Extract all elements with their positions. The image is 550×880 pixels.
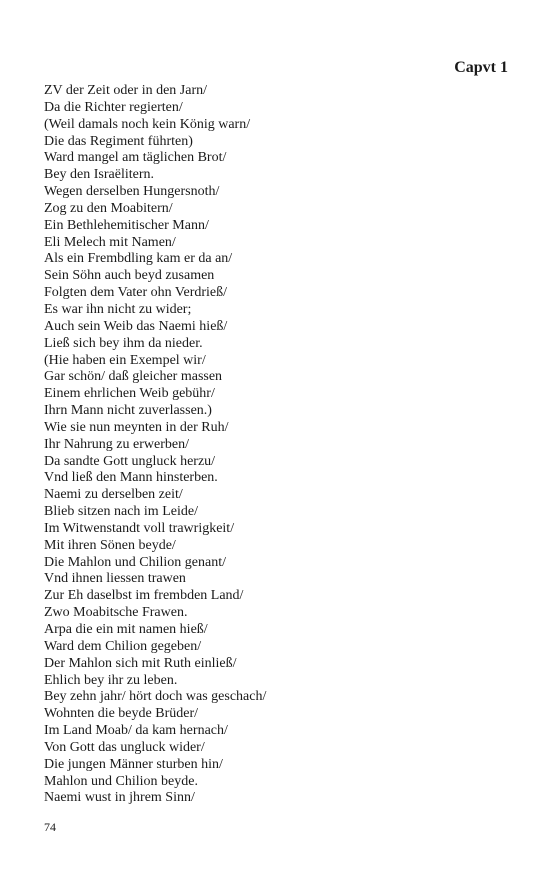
- verse-line: Der Mahlon sich mit Ruth einließ/: [44, 655, 237, 671]
- verse-line: Mahlon und Chilion beyde.: [44, 773, 198, 789]
- verse-line: Ihr Nahrung zu erwerben/: [44, 436, 189, 452]
- verse-line: Mit ihren Sönen beyde/: [44, 537, 176, 553]
- verse-line: Gar schön/ daß gleicher massen: [44, 369, 223, 385]
- verse-line: Bey zehn jahr/ hört doch was geschach/: [44, 689, 267, 705]
- verse-line: Sein Söhn auch beyd zusamen: [44, 268, 215, 284]
- verse-line: ZV der Zeit oder in den Jarn/: [44, 83, 208, 98]
- verse-line: Zog zu den Moabitern/: [44, 200, 173, 216]
- verse-line: Als ein Frembdling kam er da an/: [44, 251, 233, 267]
- verse-line: Wegen derselben Hungersnoth/: [44, 184, 220, 200]
- verse-line: Vnd ließ den Mann hinsterben.: [44, 470, 218, 486]
- verse-line: Ward dem Chilion gegeben/: [44, 638, 202, 654]
- verse-line: Bey den Israëlitern.: [44, 167, 155, 183]
- verse-line: Auch sein Weib das Naemi hieß/: [44, 318, 228, 334]
- verse-line: Die jungen Männer sturben hin/: [44, 756, 223, 772]
- verse-line: Da die Richter regierten/: [44, 99, 183, 115]
- page-number: 74: [44, 820, 56, 834]
- verse-line: Von Gott das ungluck wider/: [44, 739, 205, 755]
- verse-line: Ehlich bey ihr zu leben.: [44, 672, 178, 688]
- verse-line: Eli Melech mit Namen/: [44, 234, 176, 250]
- verse-line: Naemi zu derselben zeit/: [44, 487, 183, 503]
- verse-line: Zwo Moabitsche Frawen.: [44, 605, 188, 621]
- verse-line: Arpa die ein mit namen hieß/: [44, 622, 208, 637]
- verse-line: Blieb sitzen nach im Leide/: [44, 504, 198, 520]
- verse-line: Da sandte Gott ungluck herzu/: [44, 453, 216, 469]
- verse-line: Wie sie nun meynten in der Ruh/: [44, 419, 229, 435]
- verse-line: Ließ sich bey ihm da nieder.: [44, 335, 203, 351]
- verse-line: Naemi wust in jhrem Sinn/: [44, 790, 195, 806]
- verse-line: Im Land Moab/ da kam hernach/: [44, 723, 228, 739]
- verse-line: (Weil damals noch kein König warn/: [44, 116, 251, 132]
- verse-line: Zur Eh daselbst im frembden Land/: [44, 588, 244, 604]
- verse-text: [44, 83, 484, 807]
- verse-line: Die das Regiment führten): [44, 133, 193, 149]
- verse-line: Ihrn Mann nicht zuverlassen.): [44, 403, 212, 419]
- verse-line: Im Witwenstandt voll trawrigkeit/: [44, 520, 235, 536]
- chapter-title: Capvt 1: [454, 59, 508, 76]
- verse-line: Es war ihn nicht zu wider;: [44, 301, 192, 317]
- verse-line: Einem ehrlichen Weib gebühr/: [44, 386, 215, 402]
- verse-line: Ein Bethlehemitischer Mann/: [44, 217, 209, 233]
- verse-line: Vnd ihnen liessen trawen: [44, 571, 186, 587]
- verse-line: Wohnten die beyde Brüder/: [44, 706, 198, 722]
- verse-line: Die Mahlon und Chilion genant/: [44, 554, 226, 570]
- verse-line: (Hie haben ein Exempel wir/: [44, 352, 206, 368]
- verse-line: Folgten dem Vater ohn Verdrieß/: [44, 285, 228, 301]
- verse-line: Ward mangel am täglichen Brot/: [44, 150, 227, 166]
